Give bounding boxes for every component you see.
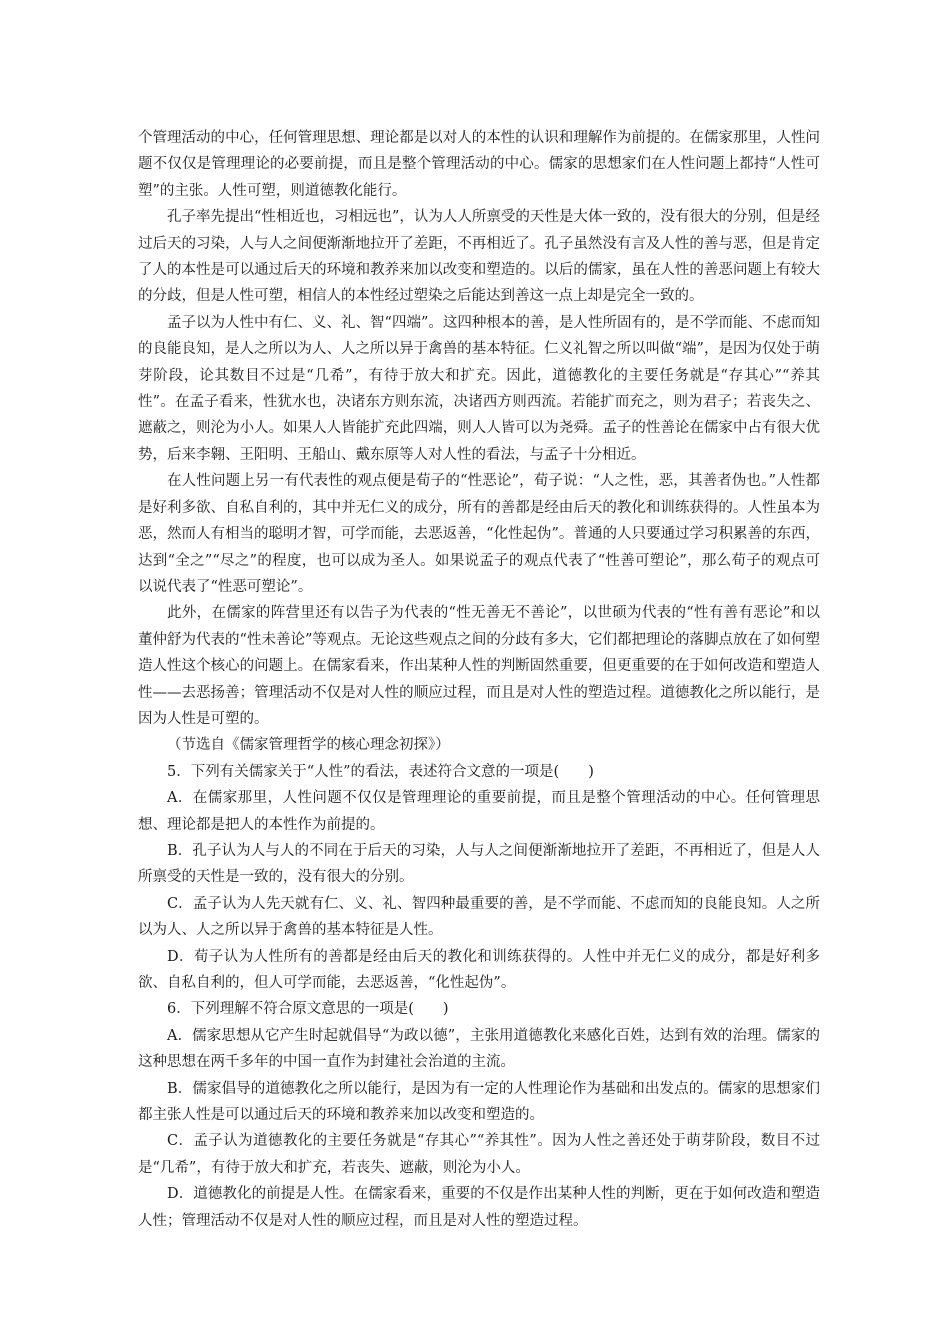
question-5-option-a: A．在儒家那里，人性问题不仅仅是管理理论的重要前提，而且是整个管理活动的中心。任何管理思想、理论都是把人的本性作为前提的。: [138, 790, 820, 833]
article-paragraph-4: 在人性问题上另一有代表性的观点便是荀子的“性恶论”，荀子说：“人之性，恶，其善者伪也。”人性都是好利多欲、自私自利的，其中并无仁义的成分，所有的善都是经由后天的教化和训练获得的。人性虽本为恶，然而人有相当的聪明才智，可学而能，去恶返善，“化性起伪”。普通的人只要通过学习积累善的东西，达到“全之”“尽之”的程度，也可以成为圣人。如果说孟子的观点代表了“性善可塑论”，那么荀子的观点可以说代表了“性恶可塑论”。: [138, 473, 820, 595]
question-6-option-a: A．儒家思想从它产生时起就倡导“为政以德”，主张用道德教化来感化百姓，达到有效的治理。儒家的这种思想在两千多年的中国一直作为封建社会治道的主流。: [138, 1027, 820, 1071]
question-6-stem: 6．下列理解不符合原文意思的一项是( ): [167, 1001, 449, 1018]
article-paragraph-2: 孔子率先提出“性相近也，习相远也”，认为人人所禀受的天性是大体一致的，没有很大的分别，但是经过后天的习染，人与人之间便渐渐地拉开了差距，不再相近了。孔子虽然没有言及人性的善与恶，但是肯定了人的本性是可以通过后天的环境和教养来加以改变和塑造的。以后的儒家，虽在人性的善恶问题上有较大的分歧，但是人性可塑，相信人的本性经过塑染之后能达到善这一点上却是完全一致的。: [138, 209, 820, 305]
question-6-option-c: C．孟子认为道德教化的主要任务就是“存其心”“养其性”。因为人性之善还处于萌芽阶段，数目不过是“几希”，有待于放大和扩充，若丧失、遮蔽，则沦为小人。: [138, 1133, 820, 1176]
article-paragraph-1: 个管理活动的中心，任何管理思想、理论都是以对人的本性的认识和理解作为前提的。在儒家那里，人性问题不仅仅是管理理论的必要前提，而且是整个管理活动的中心。儒家的思想家们在人性问题上都持“人性可塑”的主张。人性可塑，则道德教化能行。: [138, 130, 820, 199]
article-paragraph-5: 此外，在儒家的阵营里还有以告子为代表的“性无善无不善论”，以世硕为代表的“性有善有恶论”和以董仲舒为代表的“性未善论”等观点。无论这些观点之间的分歧有多大，它们都把理论的落脚点放在了如何塑造人性这个核心的问题上。在儒家看来，作出某种人性的判断固然重要，但更重要的在于如何改造和塑造人性——去恶扬善；管理活动不仅是对人性的顺应过程，而且是对人性的塑造过程。道德教化之所以能行，是因为人性是可塑的。: [138, 605, 820, 727]
question-5-option-d: D．荀子认为人性所有的善都是经由后天的教化和训练获得的。人性中并无仁义的成分，都是好利多欲、自私自利的，但人可学而能，去恶返善，“化性起伪”。: [138, 948, 820, 991]
document-page: [138, 125, 820, 1234]
question-5-stem: 5．下列有关儒家关于“人性”的看法，表述符合文意的一项是( ): [167, 763, 594, 780]
question-5-option-b: B．孔子认为人与人的不同在于后天的习染，人与人之间便渐渐地拉开了差距，不再相近了，但是人人所禀受的天性是一致的，没有很大的分别。: [138, 842, 820, 886]
question-6-option-b: B．儒家倡导的道德教化之所以能行，是因为有一定的人性理论作为基础和出发点的。儒家的思想家们都主张人性是可以通过后天的环境和教养来加以改变和塑造的。: [138, 1080, 820, 1124]
question-6-option-d: D．道德教化的前提是人性。在儒家看来，重要的不仅是作出某种人性的判断，更在于如何改造和塑造人性；管理活动不仅是对人性的顺应过程，而且是对人性的塑造过程。: [138, 1186, 820, 1229]
question-5-option-c: C．孟子认为人先天就有仁、义、礼、智四种最重要的善，是不学而能、不虑而知的良能良知。人之所以为人、人之所以异于禽兽的基本特征是人性。: [138, 895, 820, 939]
article-paragraph-3: 孟子以为人性中有仁、义、礼、智“四端”。这四种根本的善，是人性所固有的，是不学而能、不虑而知的良能良知，是人之所以为人、人之所以异于禽兽的基本特征。仁义礼智之所以叫做“端”，是因为仅处于萌芽阶段，论其数目不过是“几希”，有待于放大和扩充。因此，道德教化的主要任务就是“存其心”“养其性”。在孟子看来，性犹水也，决诸东方则东流，决诸西方则西流。若能扩而充之，则为君子；若丧失之、遮蔽之，则沦为小人。如果人人皆能扩充此四端，则人人皆可以为尧舜。孟子的性善论在儒家中占有很大优势，后来李翱、王阳明、王船山、戴东原等人对人性的看法，与孟子十分相近。: [138, 314, 820, 463]
article-source: （节选自《儒家管理哲学的核心理念初探》）: [167, 737, 450, 754]
